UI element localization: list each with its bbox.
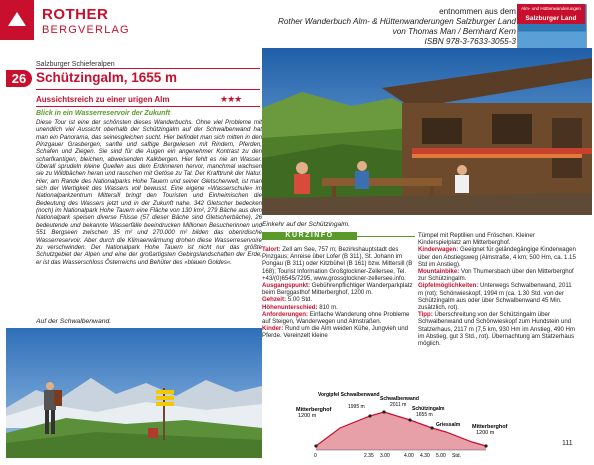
profile-time-unit: Std. — [452, 453, 461, 459]
info-label: Tipp: — [418, 311, 433, 319]
kurzinfo-title: KURZINFO — [285, 232, 334, 239]
brand-name: ROTHER — [42, 6, 109, 23]
lead-text: Blick in ein Wasserreservoir der Zukunft — [36, 110, 171, 117]
mountain-icon — [8, 12, 26, 26]
kurzinfo-right — [418, 232, 576, 347]
region-label: Salzburger Schieferalpen — [36, 61, 115, 68]
info-text: Geeignet für geländegängige Kinderwagen über den Abstiegsweg (Almstraße, 4 km; 500 Hm, ca. 1.15 Std im Anstieg). — [418, 246, 576, 268]
photo-caption: Auf der Schwalbenwand. — [36, 318, 112, 325]
tour-title: Schützingalm, 1655 m — [36, 70, 178, 85]
profile-alt: 1200 m — [476, 430, 495, 436]
info-text: Unterwegs Schwalbenwand, 2011 m (rot); Schönwieskopf, 1994 m (ca. 1.30 Std. von der Schützingalm aus oder über Schwalbenwand 45 Min. zusätzlich, rot). — [418, 282, 572, 312]
tour-subtitle: Aussichtsreich zu einer urigen Alm — [36, 95, 170, 104]
profile-label: Griessalm — [436, 422, 461, 428]
info-label: Mountainbike: — [418, 268, 460, 276]
info-text: Überschreitung von der Schützingalm über Schwalbenwand und Schönwieskopf zum Hundstein und Statzerhaus, 2117 m (7,5 km, 930 Hm im Anstieg, 490 Hm im Abstieg, gut 3 Std., rot). Übernachtung am Statzerhaus möglich. — [418, 311, 576, 348]
elevation-profile — [296, 392, 516, 459]
profile-alt: 1995 m — [348, 404, 365, 410]
profile-alt: 1200 m — [298, 413, 317, 419]
photo-caption: Einkehr auf der Schützingalm. — [262, 221, 350, 228]
info-label: Höhenunterschied: — [262, 303, 318, 311]
divider — [36, 106, 260, 107]
kurzinfo-rule — [357, 236, 415, 237]
info-text: Rund um die Alm weiden Kühe, Jungvieh und Pferde. Vereinzelt kleine — [262, 325, 408, 340]
info-label: Kinderwagen: — [418, 246, 459, 254]
profile-time: 5.00 — [436, 453, 446, 459]
info-text: Tümpel mit Reptilien und Fröschen. Kleiner Kinderspielplatz am Mitterberghof. — [418, 232, 535, 247]
info-text: Gebührenpflichtiger Wanderparkplatz beim Berggasthof Mitterberghof, 1200 m. — [262, 282, 413, 297]
info-label: Anforderungen: — [262, 310, 309, 318]
info-text: 5.00 Std. — [286, 296, 313, 304]
profile-alt: 2011 m — [390, 402, 407, 408]
info-label: Ausgangspunkt: — [262, 282, 311, 290]
profile-alt: 1655 m — [416, 412, 433, 418]
body-text: Diese Tour ist eine der schönsten dieses Wanderbuchs. Ohne viel Probleme mit unendlich viel Aussicht oberhalb der Schützingalm auf der Schwalbenwand hat man ein Panorama, das seinesgleichen sucht. Hier befindet man sich mitten in den Pinzgauer Grasbergen, sanfte und saftige Bergwiesen mit Rindern, Pferden, Schafen und Ziegen. Sie sind für die Augen ein angenehmer Kontrast zu den scharfkantigen, bleichen, abweisenden Kalkbergen. Hier fehlt es nie an Wasser. Überall sprudeln kleine Quellen aus dem Erdinneren hervor, manchmal wachsen sie zu Wildbächen heran und rauschen mit Getöse zu Tal. Der Krafttrunk der Natur. Hier, am Rande des Nationalparks Hohe Tauern und seiner Gletscherwelt, ist man sich der Wertigkeit des Wassers voll bewusst. Eine eigene »Wasserschule« im Nationalparkzentrum Mittersill bringt den Touristen und Einheimischen die Bedeutung des Wassers jetzt und in der Zukunft nahe. 342 Gletscher bedecken (noch) im Nationalpark Hohe Tauern eine Fläche von 130 km², 279 Bäche aus dem Nationalpark speisen diverse Flüsse (57 dieser Bäche sind Gletscherbäche), 26 bedeutende und bekannte Wasserfälle beeindrucken Millionen Besucherinnen und 551 Bergseen zwischen 35 m² und 270.000 m² bilden das oberirdische Wasserreservoir. Aber durch die Klimaerwärmung drohen diese Wasserreservoire zu verschwinden. Der Nationalpark Hohe Tauern ist nicht nur das größte Schutzgebiet der Alpen und eine der großartigsten Gebirgslandschaften der Erde, er ist das Wasserschloss Österreichs und Behüter des »blauen Goldes«. — [36, 119, 262, 266]
photo-hiker-ridge — [6, 328, 262, 458]
book-cover-title: Salzburger Land — [525, 15, 577, 22]
tour-number: 26 — [6, 70, 32, 87]
profile-label: Vorgipfel Schwalbenwand — [318, 392, 380, 398]
photo-schuetzingalm — [262, 48, 592, 215]
info-text: 810 m. — [317, 303, 338, 311]
divider — [36, 68, 260, 69]
page-number: 111 — [562, 440, 573, 447]
difficulty-stars: ★★★ — [220, 94, 242, 104]
profile-time: 4.00 — [404, 453, 414, 459]
info-text: Einfache Wanderung ohne Probleme auf Steigen, Wanderwegen und Almstraßen. — [262, 310, 410, 326]
book-credit — [278, 7, 516, 47]
info-label: Gipfelmöglichkeiten: — [418, 282, 479, 290]
profile-time: 4.30 — [420, 453, 430, 459]
info-text: Von Thumersbach über den Mitterberghof zur Schützingalm. — [418, 268, 574, 283]
profile-time: 0 — [314, 453, 317, 459]
profile-time: 3.00 — [380, 453, 390, 459]
profile-label: Mitterberghof — [296, 407, 332, 413]
book-cover-subtitle: Alm- und Hüttenwanderungen — [521, 6, 581, 11]
info-text: Zell am See, 757 m; Bezirkshauptstadt des Pinzgaus; Anreise über Lofer (B 311), St. Johann im Pongau (B 311) oder Kitzbühel (B 161) bzw. Mittersill (B 168); Tourist Information Großglockner-Zellersee, Tel. +43/(0)6545/7295, www.grossglockner-zellersee.info. — [262, 246, 413, 282]
profile-label: Schwalbenwand — [380, 396, 419, 402]
credit-line: Rother Wanderbuch Alm- & Hüttenwanderungen Salzburger Land — [277, 17, 516, 26]
credit-line: entnommen aus dem — [439, 7, 516, 16]
brand-sub: BERGVERLAG — [42, 24, 130, 36]
divider — [36, 89, 260, 90]
credit-line: ISBN 978-3-7633-3055-3 — [424, 37, 516, 46]
profile-time: 2.35 — [364, 453, 374, 459]
info-label: Gehzeit: — [262, 296, 287, 304]
profile-label: Mitterberghof — [472, 424, 508, 430]
info-label: Kinder: — [262, 325, 284, 333]
profile-label: Schützingalm — [412, 406, 445, 412]
info-label: Talort: — [262, 246, 281, 253]
kurzinfo-left — [262, 246, 416, 340]
credit-line: von Thomas Man / Bernhard Kern — [392, 27, 516, 36]
